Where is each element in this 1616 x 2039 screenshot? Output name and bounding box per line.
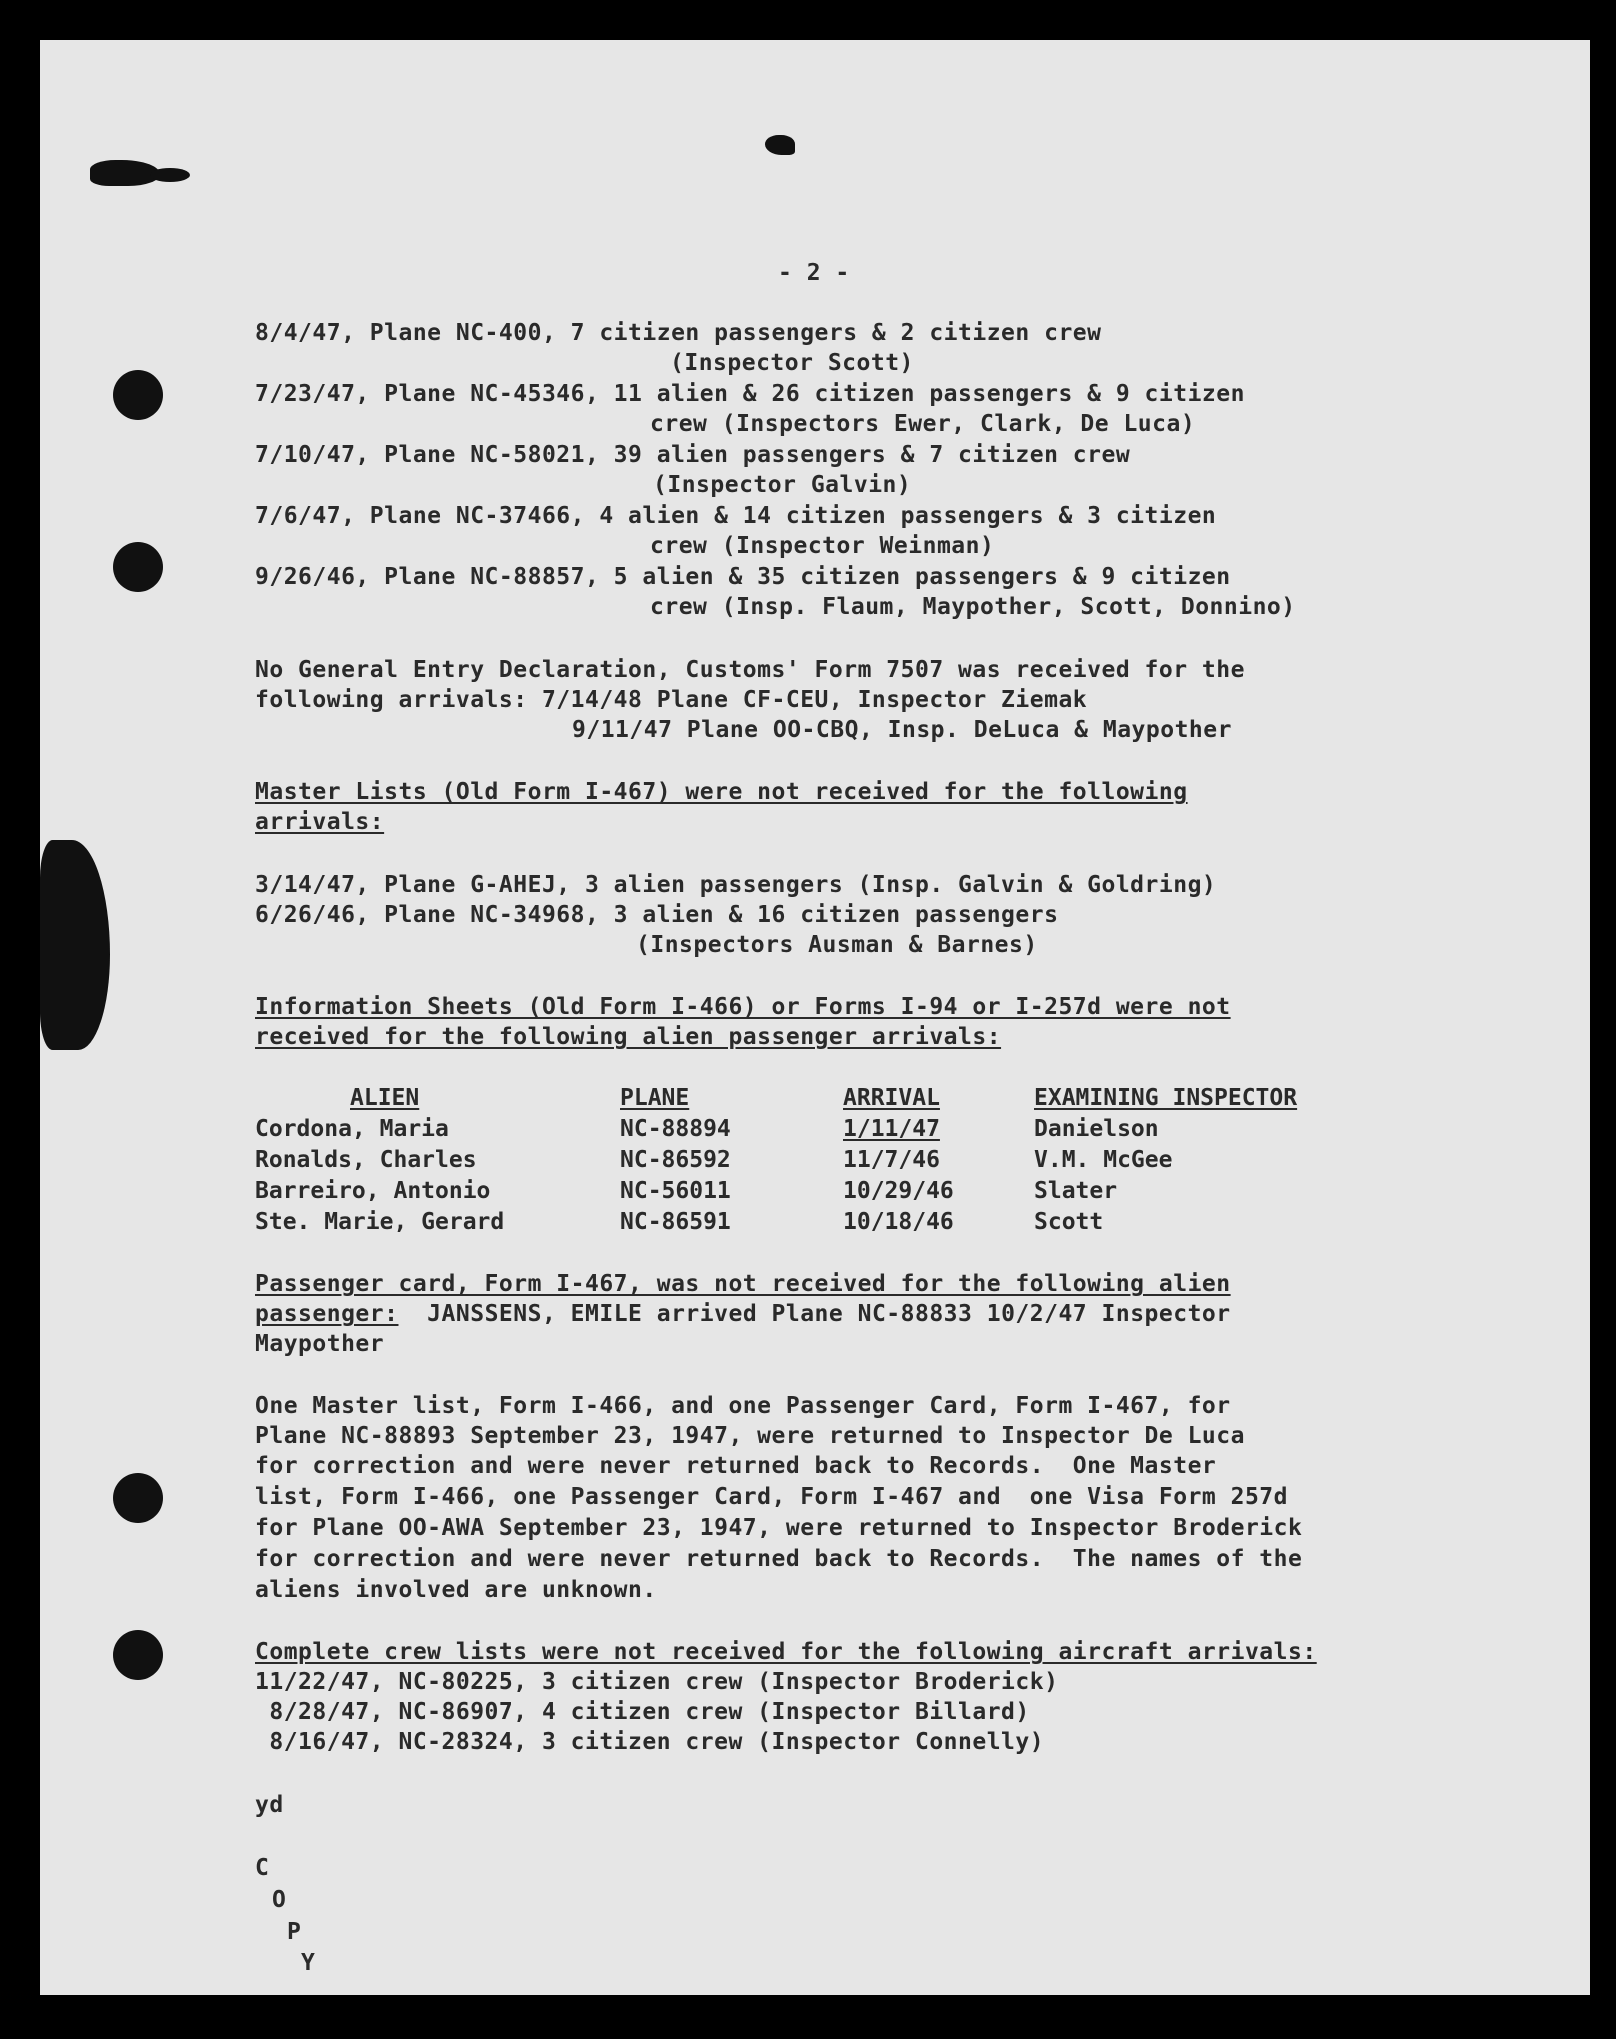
returned-line: list, Form I-466, one Passenger Card, Form I-467 and one Visa Form 257d <box>255 1484 1288 1510</box>
returned-line: for correction and were never returned back to Records. One Master <box>255 1453 1217 1479</box>
table-cell: NC-86591 <box>620 1209 731 1235</box>
table-cell: 10/29/46 <box>843 1178 954 1204</box>
passenger-label: passenger: <box>255 1301 399 1327</box>
copy-letter: O <box>272 1887 286 1913</box>
arrival-line: (Inspector Scott) <box>670 350 914 376</box>
table-cell: NC-88894 <box>620 1116 731 1142</box>
passenger-card-line: Maypother <box>255 1331 385 1357</box>
arrival-line: 9/26/46, Plane NC-88857, 5 alien & 35 citizen passengers & 9 citizen <box>255 564 1231 590</box>
returned-line: aliens involved are unknown. <box>255 1577 657 1603</box>
typist-initials: yd <box>255 1792 284 1818</box>
table-cell: 11/7/46 <box>843 1147 940 1173</box>
column-header: ARRIVAL <box>843 1085 940 1111</box>
returned-line: for correction and were never returned back to Records. The names of the <box>255 1546 1303 1572</box>
table-cell: Barreiro, Antonio <box>255 1178 491 1204</box>
table-cell: 1/11/47 <box>843 1116 940 1142</box>
punch-hole <box>113 542 163 592</box>
returned-line: One Master list, Form I-466, and one Passenger Card, Form I-467, for <box>255 1393 1231 1419</box>
arrival-line: 7/10/47, Plane NC-58021, 39 alien passengers & 7 citizen crew <box>255 442 1131 468</box>
ink-blot <box>150 168 190 182</box>
returned-line: for Plane OO-AWA September 23, 1947, were returned to Inspector Broderick <box>255 1515 1303 1541</box>
table-cell: 10/18/46 <box>843 1209 954 1235</box>
table-cell: NC-56011 <box>620 1178 731 1204</box>
copy-letter: Y <box>301 1950 315 1976</box>
arrival-line: 8/4/47, Plane NC-400, 7 citizen passengers & 2 citizen crew <box>255 320 1102 346</box>
table-cell: Slater <box>1034 1178 1118 1204</box>
copy-letter: C <box>255 1855 269 1881</box>
crew-list-item: 8/28/47, NC-86907, 4 citizen crew (Inspector Billard) <box>255 1699 1030 1725</box>
info-sheets-heading: received for the following alien passenger arrivals: <box>255 1024 1002 1050</box>
table-cell: Scott <box>1034 1209 1104 1235</box>
column-header: ALIEN <box>350 1085 420 1111</box>
column-header: EXAMINING INSPECTOR <box>1034 1085 1298 1111</box>
master-lists-item: (Inspectors Ausman & Barnes) <box>636 932 1038 958</box>
copy-letter: P <box>287 1919 301 1945</box>
table-cell: Ronalds, Charles <box>255 1147 477 1173</box>
table-cell: NC-86592 <box>620 1147 731 1173</box>
table-cell: Danielson <box>1034 1116 1159 1142</box>
arrival-line: 7/6/47, Plane NC-37466, 4 alien & 14 citizen passengers & 3 citizen <box>255 503 1217 529</box>
passenger-card-heading: Passenger card, Form I-467, was not received for the following alien <box>255 1271 1231 1297</box>
crew-list-item: 11/22/47, NC-80225, 3 citizen crew (Inspector Broderick) <box>255 1669 1059 1695</box>
punch-hole <box>113 1473 163 1523</box>
arrival-line: (Inspector Galvin) <box>653 472 912 498</box>
passenger-detail: JANSSENS, EMILE arrived Plane NC-88833 10/2/47 Inspector <box>398 1301 1231 1327</box>
general-entry-line: 9/11/47 Plane OO-CBQ, Insp. DeLuca & Maypother <box>572 717 1232 743</box>
crew-lists-heading: Complete crew lists were not received for the following aircraft arrivals: <box>255 1639 1317 1665</box>
returned-line: Plane NC-88893 September 23, 1947, were returned to Inspector De Luca <box>255 1423 1245 1449</box>
table-cell: Cordona, Maria <box>255 1116 449 1142</box>
arrival-line: 7/23/47, Plane NC-45346, 11 alien & 26 citizen passengers & 9 citizen <box>255 381 1245 407</box>
master-lists-item: 3/14/47, Plane G-AHEJ, 3 alien passengers (Insp. Galvin & Goldring) <box>255 872 1217 898</box>
crew-list-item: 8/16/47, NC-28324, 3 citizen crew (Inspector Connelly) <box>255 1729 1045 1755</box>
table-cell: V.M. McGee <box>1034 1147 1173 1173</box>
master-lists-heading: arrivals: <box>255 809 385 835</box>
ink-blot <box>765 135 795 155</box>
passenger-card-line <box>255 1299 1231 1329</box>
punch-hole <box>113 370 163 420</box>
arrival-line: crew (Insp. Flaum, Maypother, Scott, Donnino) <box>650 594 1296 620</box>
info-sheets-heading: Information Sheets (Old Form I-466) or Forms I-94 or I-257d were not <box>255 994 1231 1020</box>
table-cell: Ste. Marie, Gerard <box>255 1209 505 1235</box>
general-entry-line: No General Entry Declaration, Customs' Form 7507 was received for the <box>255 657 1245 683</box>
master-lists-item: 6/26/46, Plane NC-34968, 3 alien & 16 citizen passengers <box>255 902 1059 928</box>
punch-hole <box>113 1630 163 1680</box>
column-header: PLANE <box>620 1085 690 1111</box>
arrival-line: crew (Inspectors Ewer, Clark, De Luca) <box>650 411 1196 437</box>
arrival-line: crew (Inspector Weinman) <box>650 533 995 559</box>
general-entry-line: following arrivals: 7/14/48 Plane CF-CEU, Inspector Ziemak <box>255 687 1088 713</box>
master-lists-heading: Master Lists (Old Form I-467) were not received for the following <box>255 779 1188 805</box>
page-number: - 2 - <box>778 260 850 286</box>
